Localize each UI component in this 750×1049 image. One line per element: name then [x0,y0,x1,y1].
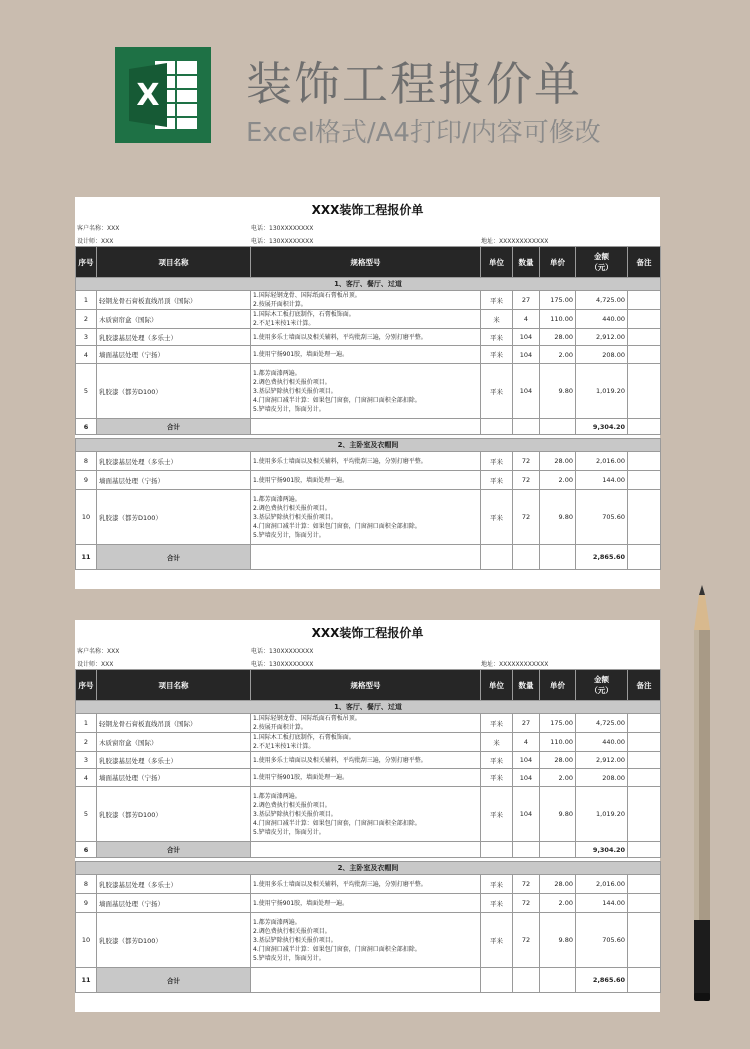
item-note [628,452,661,471]
item-qty: 104 [513,769,540,787]
total-no: 6 [76,419,97,435]
col-header: 单位 [481,670,513,701]
item-unit: 米 [481,310,513,329]
col-header: 项目名称 [97,247,251,278]
item-price: 2.00 [540,894,576,913]
total-label: 合计 [97,968,251,993]
item-price: 175.00 [540,291,576,310]
designer-name: 设计师：XXX [77,238,114,245]
sheet-title: XXX装饰工程报价单 [311,626,424,640]
total-amount: 9,304.20 [576,842,628,858]
item-unit: 平米 [481,471,513,490]
item-qty: 4 [513,733,540,752]
item-note [628,913,661,968]
item-name: 乳胶漆基层处理（多乐士） [97,875,251,894]
total-row [76,545,661,570]
row-no: 5 [76,787,97,842]
row-no: 5 [76,364,97,419]
total-amount: 2,865.60 [576,545,628,570]
section-title: 2、主卧室及衣帽间 [76,862,661,875]
item-name: 乳胶漆（都芳D100） [97,364,251,419]
item-qty: 72 [513,490,540,545]
item-amount: 705.60 [576,913,628,968]
col-header: 单价 [540,247,576,278]
total-label: 合计 [97,842,251,858]
item-note [628,364,661,419]
item-spec: 1.使用宁扬901胶，墙面处理一遍。 [251,769,481,787]
item-spec: 1.国际轻钢龙骨、国际纸面石膏板吊顶。 2.按展开面积计算。 [251,291,481,310]
item-unit: 平米 [481,364,513,419]
item-unit: 平米 [481,452,513,471]
col-header: 备注 [628,670,661,701]
row-no: 8 [76,452,97,471]
total-amount: 2,865.60 [576,968,628,993]
item-price: 9.80 [540,787,576,842]
item-spec: 1.都芳面漆两遍。 2.调色费执行相关报价项目。 3.基层铲除执行相关报价项目。 4.门窗洞口减半计算：如果包门窗套，门窗洞口面积全部扣除。 5.铲墙皮另计，饰面另计。 [251,490,481,545]
item-unit: 平米 [481,894,513,913]
item-unit: 平米 [481,490,513,545]
table-row [76,364,661,419]
item-amount: 144.00 [576,471,628,490]
item-note [628,310,661,329]
row-no: 4 [76,346,97,364]
row-no: 10 [76,913,97,968]
item-qty: 72 [513,875,540,894]
item-price: 28.00 [540,752,576,769]
item-spec: 1.使用多乐士墙面以及相关辅料，平均批刮三遍，分别打磨平整。 [251,875,481,894]
item-price: 2.00 [540,346,576,364]
phone-2: 电话：130XXXXXXXX [251,238,314,245]
item-qty: 104 [513,329,540,346]
section-row [76,439,661,452]
customer-name: 客户名称：XXX [77,648,120,655]
item-note [628,714,661,733]
item-unit: 平米 [481,346,513,364]
page-subtitle: Excel格式/A4打印/内容可修改 [246,118,601,148]
item-note [628,490,661,545]
item-note [628,346,661,364]
item-name: 墙面基层处理（宁扬） [97,769,251,787]
total-no: 11 [76,545,97,570]
item-price: 110.00 [540,733,576,752]
item-name: 乳胶漆基层处理（多乐士） [97,752,251,769]
item-unit: 平米 [481,769,513,787]
customer-name: 客户名称：XXX [77,225,120,232]
total-row [76,968,661,993]
row-no: 3 [76,752,97,769]
excel-logo-icon [115,47,211,143]
item-amount: 2,016.00 [576,875,628,894]
item-price: 28.00 [540,452,576,471]
col-header: 单位 [481,247,513,278]
table-row [76,452,661,471]
section-title: 1、客厅、餐厅、过道 [76,278,661,291]
item-note [628,752,661,769]
item-name: 乳胶漆（都芳D100） [97,490,251,545]
total-label: 合计 [97,419,251,435]
col-header: 规格型号 [251,670,481,701]
item-amount: 440.00 [576,310,628,329]
table-row [76,291,661,310]
section-row [76,862,661,875]
section-row [76,701,661,714]
col-header: 数量 [513,247,540,278]
total-row [76,842,661,858]
col-header: 备注 [628,247,661,278]
item-spec: 1.使用宁扬901胶，墙面处理一遍。 [251,894,481,913]
item-price: 2.00 [540,471,576,490]
col-header: 金额 （元） [576,670,628,701]
col-header: 项目名称 [97,670,251,701]
item-amount: 2,912.00 [576,752,628,769]
table-row [76,769,661,787]
item-spec: 1.国际轻钢龙骨、国际纸面石膏板吊顶。 2.按展开面积计算。 [251,714,481,733]
item-qty: 72 [513,471,540,490]
item-name: 墙面基层处理（宁扬） [97,894,251,913]
item-name: 墙面基层处理（宁扬） [97,471,251,490]
item-price: 2.00 [540,769,576,787]
item-spec: 1.国际木工板打底制作，石膏板饰面。 2.不足1米按1米计算。 [251,733,481,752]
row-no: 8 [76,875,97,894]
item-unit: 平米 [481,752,513,769]
item-name: 木质窗帘盒（国际） [97,733,251,752]
item-price: 110.00 [540,310,576,329]
table-row [76,346,661,364]
table-row [76,875,661,894]
item-name: 轻钢龙骨石膏板直线吊顶（国际） [97,291,251,310]
item-note [628,291,661,310]
item-spec: 1.使用宁扬901胶，墙面处理一遍。 [251,471,481,490]
item-amount: 2,912.00 [576,329,628,346]
item-unit: 平米 [481,913,513,968]
section-title: 2、主卧室及衣帽间 [76,439,661,452]
table-row [76,310,661,329]
pencil-icon [690,585,714,1005]
item-spec: 1.使用多乐士墙面以及相关辅料，平均批刮三遍，分别打磨平整。 [251,452,481,471]
item-spec: 1.都芳面漆两遍。 2.调色费执行相关报价项目。 3.基层铲除执行相关报价项目。 4.门窗洞口减半计算：如果包门窗套，门窗洞口面积全部扣除。 5.铲墙皮另计，饰面另计。 [251,364,481,419]
col-header: 规格型号 [251,247,481,278]
item-unit: 平米 [481,875,513,894]
item-name: 乳胶漆（都芳D100） [97,913,251,968]
item-qty: 104 [513,346,540,364]
table-header-row [76,247,661,278]
total-label: 合计 [97,545,251,570]
item-price: 28.00 [540,329,576,346]
table-row [76,733,661,752]
item-qty: 72 [513,452,540,471]
row-no: 2 [76,310,97,329]
section-title: 1、客厅、餐厅、过道 [76,701,661,714]
table-row [76,752,661,769]
table-row [76,913,661,968]
row-no: 10 [76,490,97,545]
quote-sheet-2 [75,620,660,1012]
item-price: 175.00 [540,714,576,733]
quote-table [75,246,661,570]
logo-letter: X [136,78,160,113]
item-note [628,769,661,787]
item-qty: 104 [513,364,540,419]
table-row [76,471,661,490]
page-title: 装饰工程报价单 [246,57,582,111]
item-note [628,787,661,842]
address: 地址：XXXXXXXXXXXX [481,661,549,668]
item-spec: 1.国际木工板打底制作，石膏板饰面。 2.不足1米按1米计算。 [251,310,481,329]
item-qty: 104 [513,752,540,769]
table-row [76,329,661,346]
item-name: 墙面基层处理（宁扬） [97,346,251,364]
total-no: 6 [76,842,97,858]
table-row [76,714,661,733]
item-qty: 27 [513,291,540,310]
table-header-row [76,670,661,701]
item-qty: 72 [513,913,540,968]
item-qty: 104 [513,787,540,842]
item-unit: 平米 [481,291,513,310]
table-row [76,894,661,913]
item-amount: 4,725.00 [576,291,628,310]
row-no: 2 [76,733,97,752]
item-qty: 72 [513,894,540,913]
item-note [628,329,661,346]
row-no: 1 [76,714,97,733]
item-spec: 1.都芳面漆两遍。 2.调色费执行相关报价项目。 3.基层铲除执行相关报价项目。 4.门窗洞口减半计算：如果包门窗套，门窗洞口面积全部扣除。 5.铲墙皮另计，饰面另计。 [251,913,481,968]
item-price: 9.80 [540,913,576,968]
address: 地址：XXXXXXXXXXXX [481,238,549,245]
item-spec: 1.使用多乐士墙面以及相关辅料，平均批刮三遍，分别打磨平整。 [251,752,481,769]
phone-2: 电话：130XXXXXXXX [251,661,314,668]
col-header: 数量 [513,670,540,701]
item-spec: 1.都芳面漆两遍。 2.调色费执行相关报价项目。 3.基层铲除执行相关报价项目。 4.门窗洞口减半计算：如果包门窗套，门窗洞口面积全部扣除。 5.铲墙皮另计，饰面另计。 [251,787,481,842]
designer-name: 设计师：XXX [77,661,114,668]
row-no: 4 [76,769,97,787]
col-header: 单价 [540,670,576,701]
item-spec: 1.使用多乐士墙面以及相关辅料，平均批刮三遍，分别打磨平整。 [251,329,481,346]
item-amount: 144.00 [576,894,628,913]
item-unit: 米 [481,733,513,752]
item-name: 轻钢龙骨石膏板直线吊顶（国际） [97,714,251,733]
item-name: 乳胶漆（都芳D100） [97,787,251,842]
item-spec: 1.使用宁扬901胶，墙面处理一遍。 [251,346,481,364]
col-header: 序号 [76,670,97,701]
quote-table [75,669,661,993]
item-amount: 1,019.20 [576,787,628,842]
col-header: 序号 [76,247,97,278]
item-note [628,471,661,490]
table-row [76,490,661,545]
item-amount: 2,016.00 [576,452,628,471]
item-amount: 1,019.20 [576,364,628,419]
item-amount: 4,725.00 [576,714,628,733]
item-qty: 27 [513,714,540,733]
col-header: 金额 （元） [576,247,628,278]
item-price: 9.80 [540,490,576,545]
item-name: 木质窗帘盒（国际） [97,310,251,329]
item-name: 乳胶漆基层处理（多乐士） [97,329,251,346]
section-row [76,278,661,291]
item-price: 28.00 [540,875,576,894]
item-amount: 208.00 [576,769,628,787]
phone-1: 电话：130XXXXXXXX [251,648,314,655]
total-no: 11 [76,968,97,993]
total-row [76,419,661,435]
item-unit: 平米 [481,329,513,346]
item-price: 9.80 [540,364,576,419]
item-amount: 208.00 [576,346,628,364]
phone-1: 电话：130XXXXXXXX [251,225,314,232]
quote-sheet-1 [75,197,660,589]
row-no: 9 [76,894,97,913]
row-no: 3 [76,329,97,346]
sheet-title: XXX装饰工程报价单 [311,203,424,217]
total-amount: 9,304.20 [576,419,628,435]
item-unit: 平米 [481,714,513,733]
row-no: 9 [76,471,97,490]
item-amount: 440.00 [576,733,628,752]
table-row [76,787,661,842]
row-no: 1 [76,291,97,310]
item-note [628,875,661,894]
item-amount: 705.60 [576,490,628,545]
item-unit: 平米 [481,787,513,842]
item-note [628,894,661,913]
item-name: 乳胶漆基层处理（多乐士） [97,452,251,471]
item-qty: 4 [513,310,540,329]
item-note [628,733,661,752]
